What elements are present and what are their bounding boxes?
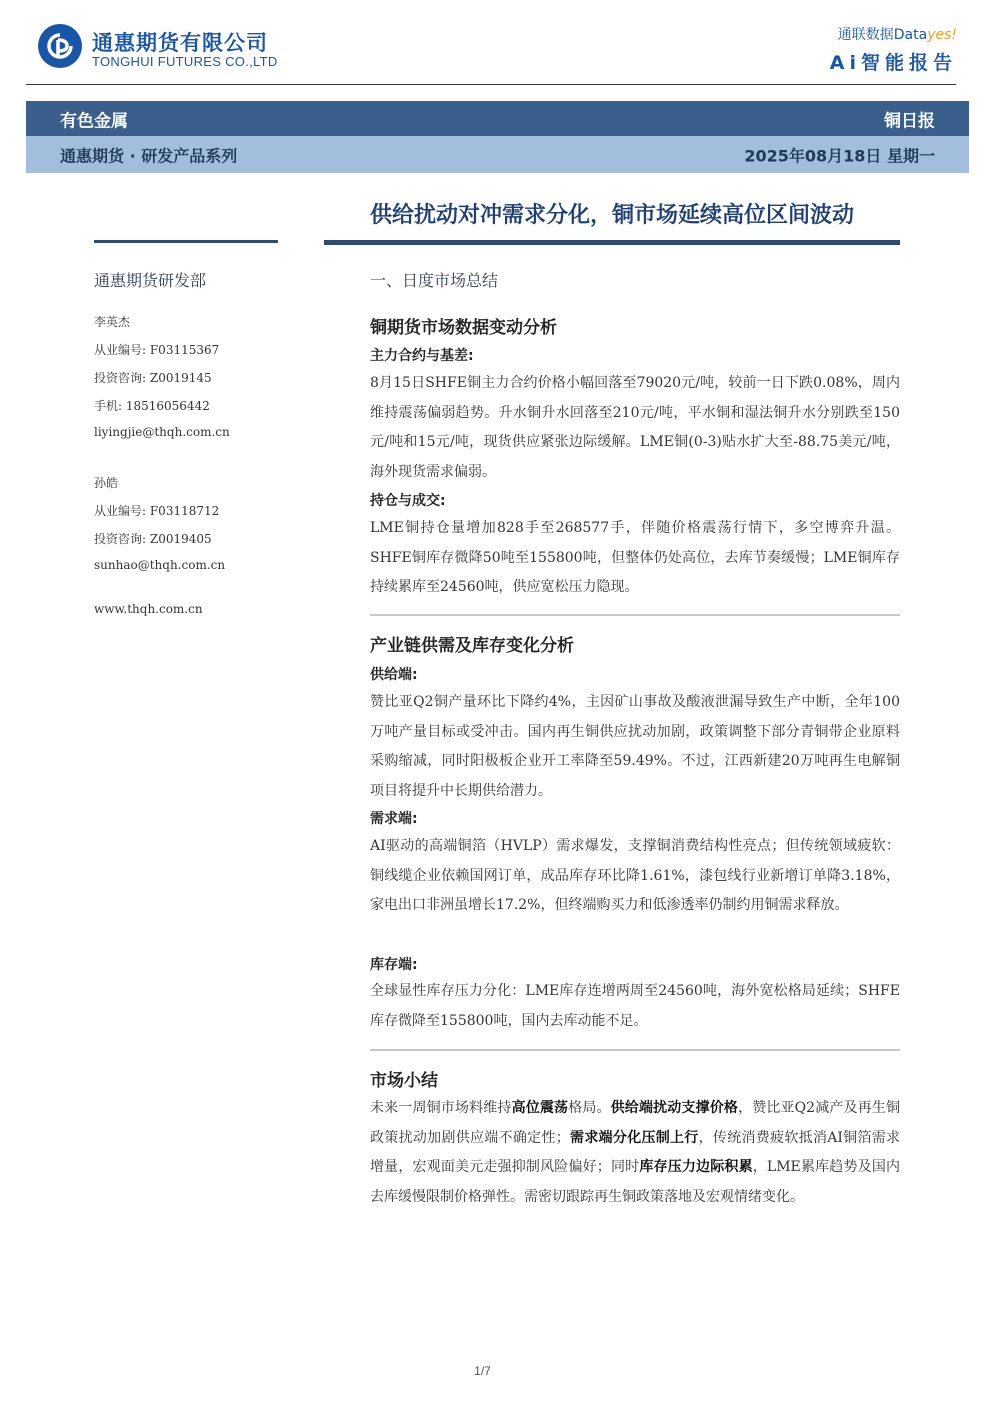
para-contract-basis: 8月15日SHFE铜主力合约价格小幅回落至79020元/吨，较前一日下跌0.08%，周内维持震荡偏弱趋势。升水铜升水回落至210元/吨，平水铜和湿法铜升水分别跌至150元/吨和15元/吨，现货供应紧张边际缓解。LME铜(0-3)贴水扩大至-88.75美元/吨，海外现货需求偏弱。 <box>370 375 900 480</box>
label-contract-basis: 主力合约与基差: <box>370 348 474 364</box>
report-title: 供给扰动对冲需求分化，铜市场延续高位区间波动 <box>369 203 854 228</box>
summary-text: ，赞比亚Q2减产及再生铜政策扰动加剧供应端不确定性； <box>370 1100 901 1146</box>
website-link[interactable]: www.thqh.com.cn <box>94 602 203 616</box>
ai-report-label: 智能报告 <box>860 52 957 74</box>
company-name-cn: 通惠期货有限公司 <box>92 32 268 55</box>
summary-text: ，传统消费疲软抵消AI铜箔需求增量，宏观面美元走强抑制风险偏好；同时 <box>370 1129 901 1175</box>
para-demand: AI驱动的高端铜箔（HVLP）需求爆发，支撑铜消费结构性亮点；但传统领域疲软：铜线缆企业依赖国网订单，成品库存环比降1.61%，漆包线行业新增订单降3.18%，家电出口非洲虽增长17.2%，但终端购买力和低渗透率仍制约用铜需求释放。 <box>370 838 900 913</box>
datayes-cn: 通联数据 <box>837 27 894 43</box>
datayes-brand <box>838 24 957 44</box>
analyst2-consult: 投资咨询: Z0019405 <box>94 532 212 546</box>
para-inventory: 全球显性库存压力分化：LME库存连增两周至24560吨，海外宽松格局延续；SHFE库存微降至155800吨，国内去库动能不足。 <box>370 983 900 1029</box>
ai-report-brand <box>830 48 957 75</box>
section-heading: 一、日度市场总结 <box>370 271 499 290</box>
section-divider <box>370 1049 900 1051</box>
analyst1-consult: 投资咨询: Z0019145 <box>94 371 212 385</box>
summary-highlight: 需求端分化压制上行 <box>569 1129 699 1146</box>
summary-highlight: 高位震荡 <box>511 1100 569 1116</box>
analyst2-name: 孙皓 <box>94 476 119 490</box>
summary-text: ，LME累库趋势及国内去库缓慢限制价格弹性。需密切跟踪再生铜政策落地及宏观情绪变化。 <box>370 1159 901 1205</box>
label-position-volume: 持仓与成交: <box>370 493 446 509</box>
title-underline <box>324 240 900 245</box>
datayes-yes: yes! <box>927 27 957 43</box>
series-band <box>26 136 969 173</box>
research-dept: 通惠期货研发部 <box>94 271 207 290</box>
report-date: 2025年08月18日 星期一 <box>744 146 935 165</box>
series-label: 通惠期货 · 研发产品系列 <box>60 146 238 165</box>
label-supply: 供给端: <box>370 667 418 683</box>
analyst2-license: 从业编号: F03118712 <box>94 504 220 518</box>
label-inventory: 库存端: <box>370 957 418 973</box>
summary-highlight: 供给端扰动支撑价格 <box>610 1100 739 1116</box>
analyst1-name: 李英杰 <box>94 315 131 329</box>
analyst1-email[interactable]: liyingjie@thqh.com.cn <box>94 425 230 439</box>
category-label: 有色金属 <box>60 111 128 131</box>
company-logo <box>38 24 82 68</box>
subsection-supply-demand: 产业链供需及库存变化分析 <box>370 636 574 656</box>
subsection-futures-data: 铜期货市场数据变动分析 <box>370 318 557 338</box>
analyst1-phone: 手机: 18516056442 <box>94 399 210 413</box>
analyst2-email[interactable]: sunhao@thqh.com.cn <box>94 558 226 572</box>
section-divider <box>370 614 900 616</box>
summary-text: 未来一周铜市场料维持 <box>370 1100 512 1116</box>
para-supply: 赞比亚Q2铜产量环比下降约4%，主因矿山事故及酸液泄漏导致生产中断，全年100万吨产量目标或受冲击。国内再生铜供应扰动加剧，政策调整下部分青铜带企业原料采购缩减，同时阳极板企业开工率降至59.49%。不过，江西新建20万吨再生电解铜项目将提升中长期供给潜力。 <box>370 694 900 799</box>
logo-mark-icon <box>45 31 75 61</box>
analyst1-license: 从业编号: F03115367 <box>94 343 220 357</box>
header-divider <box>26 84 956 85</box>
summary-text: 格局。 <box>568 1100 611 1116</box>
datayes-en: Data <box>893 27 928 43</box>
company-name-en: TONGHUI FUTURES CO.,LTD <box>92 54 278 69</box>
category-band <box>26 101 969 136</box>
report-type-label: 铜日报 <box>884 111 935 131</box>
subsection-summary: 市场小结 <box>370 1071 438 1091</box>
para-summary <box>370 1094 900 1212</box>
para-position-volume: LME铜持仓量增加828手至268577手，伴随价格震荡行情下，多空博弈升温。SHFE铜库存微降50吨至155800吨，但整体仍处高位，去库节奏缓慢；LME铜库存持续累库至24560吨，供应宽松压力隐现。 <box>370 520 900 595</box>
summary-highlight: 库存压力边际积累 <box>639 1159 753 1175</box>
page-number: 1/7 <box>474 1364 491 1378</box>
label-demand: 需求端: <box>370 811 418 827</box>
sidebar-top-rule <box>94 240 278 243</box>
ai-prefix: Ai <box>829 52 861 74</box>
